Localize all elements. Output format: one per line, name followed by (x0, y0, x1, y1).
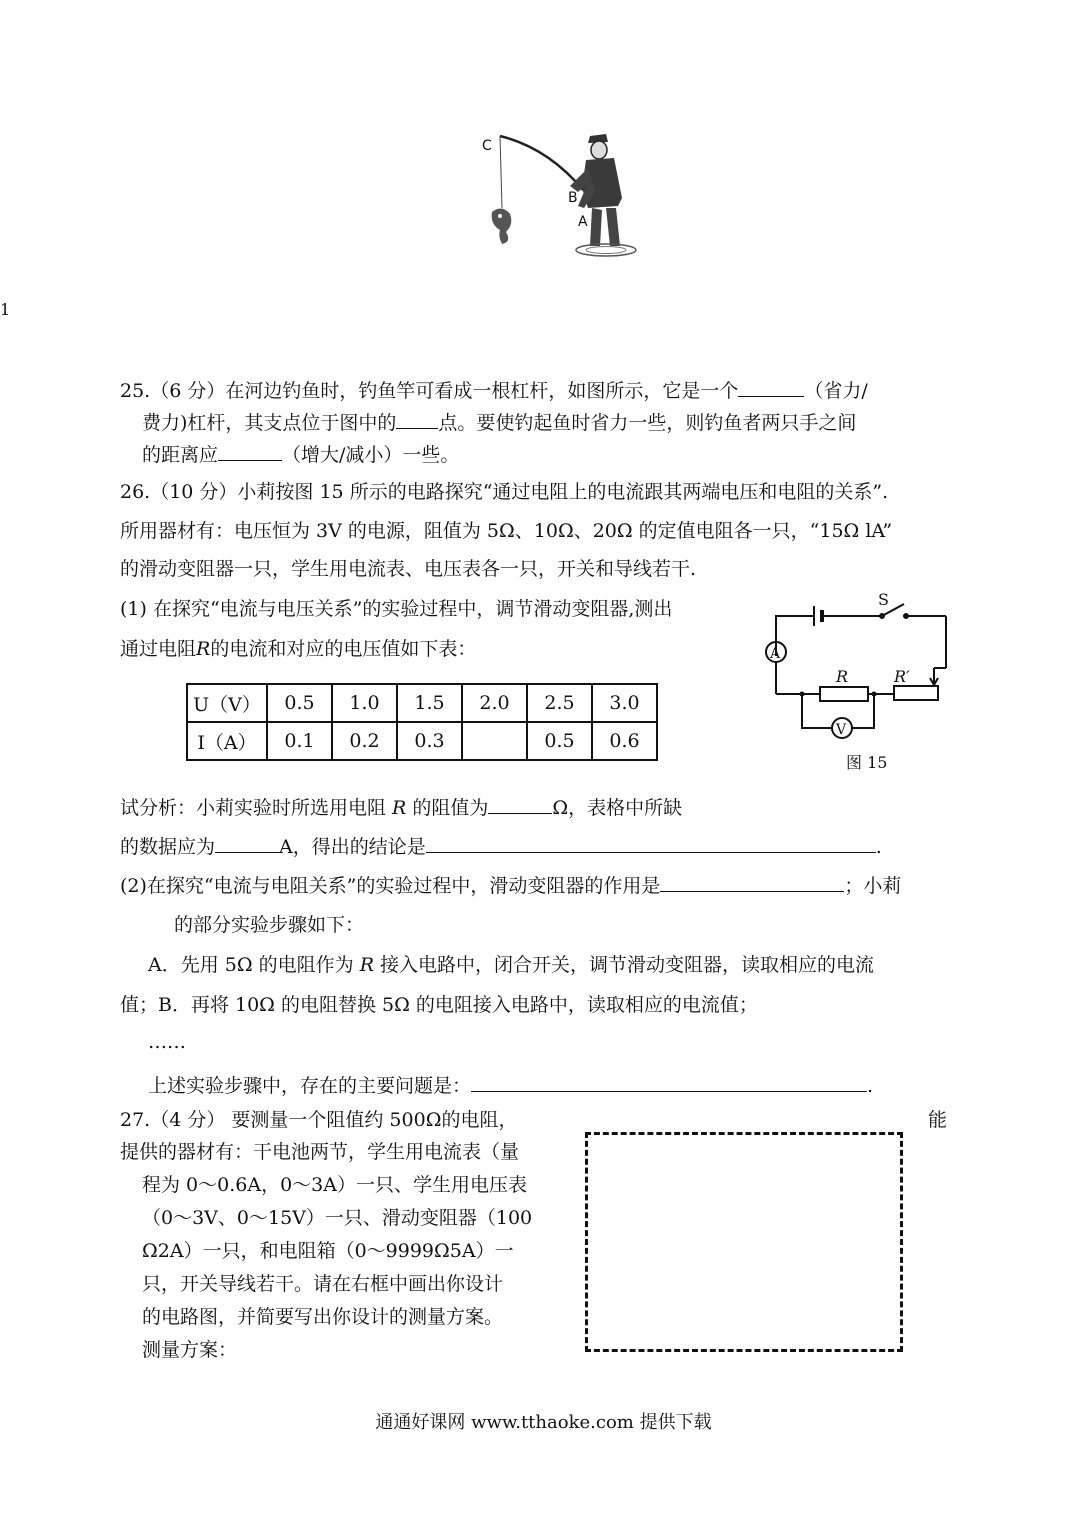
q25-text-2a: 费力)杠杆，其支点位于图中的 (142, 412, 397, 434)
q26-p2-text-a: (2)在探究“电流与电阻关系”的实验过程中，滑动变阻器的作用是 (120, 875, 661, 897)
u-cell: 2.0 (462, 684, 527, 722)
i-cell: 0.6 (592, 722, 657, 760)
i-cell-missing[interactable] (462, 722, 527, 760)
q26-analysis-text-b: 的阻值为 (406, 797, 489, 819)
q27-line6: 只，开关导线若干。请在右框中画出你设计 (142, 1273, 504, 1295)
label-a: A (578, 214, 588, 230)
problem-blank[interactable] (471, 1073, 867, 1092)
switch-label: S (878, 590, 889, 609)
q26-part1-line2 (120, 637, 476, 661)
circuit-diagram (762, 588, 962, 778)
q25-line1 (120, 378, 868, 403)
q26-line1: 26.（10 分）小莉按图 15 所示的电路探究“通过电阻上的电流跟其两端电压和电阻的关系”. (120, 481, 889, 503)
q26-step-a-text-1: A．先用 5Ω 的电阻作为 (148, 954, 360, 976)
i-cell: 0.3 (397, 722, 462, 760)
q26-part1-line1: (1) 在探究“电流与电压关系”的实验过程中，调节滑动变阻器,测出 (120, 598, 673, 620)
q26-analysis2-text-b: A，得出的结论是 (279, 836, 426, 858)
circuit-drawing-box[interactable] (585, 1132, 903, 1352)
q27-line1: 27.（4 分） 要测量一个阻值约 500Ω的电阻， (120, 1109, 518, 1131)
resistance-blank[interactable] (488, 795, 552, 814)
q25-text-2b: 点。要使钓起鱼时省力一些，则钓鱼者两只手之间 (438, 412, 857, 434)
q26-p2-text-b: ；小莉 (844, 875, 902, 897)
q26-part2-line2: 的部分实验步骤如下： (174, 914, 365, 936)
q26-p1-text-b: 的电流和对应的电压值如下表： (210, 638, 477, 660)
label-c: C (482, 138, 492, 154)
resistor-label: R (836, 667, 849, 686)
q26-step-a-var: R (359, 954, 374, 976)
table-row-i (187, 722, 657, 760)
q26-line3: 的滑动变阻器一只，学生用电流表、电压表各一只，开关和导线若干. (120, 558, 697, 580)
u-cell: 2.5 (527, 684, 592, 722)
q27-line2: 提供的器材有：干电池两节，学生用电流表（量 (120, 1141, 520, 1163)
q26-problem-line (148, 1073, 873, 1098)
q25-blank-2[interactable] (396, 410, 438, 429)
page-number-left: 1 (0, 300, 11, 319)
q27-line1-right: 能 (928, 1109, 948, 1131)
q25-line3 (142, 442, 459, 467)
figure-caption: 图 15 (846, 753, 888, 772)
q27-line4: （0～3V、0～15V）一只、滑动变阻器（100 (142, 1207, 533, 1229)
page-footer: 通通好课网 www.tthaoke.com 提供下载 (375, 1412, 712, 1433)
q25-text-1a: 25.（6 分）在河边钓鱼时，钓鱼竿可看成一根杠杆，如图所示，它是一个 (120, 380, 739, 402)
u-cell: 0.5 (267, 684, 332, 722)
voltmeter-label: V (836, 722, 847, 738)
q25-blank-3[interactable] (218, 442, 282, 461)
q26-step-a-text-2: 接入电路中，闭合开关，调节滑动变阻器，读取相应的电流 (374, 954, 875, 976)
q26-analysis-text-c: Ω，表格中所缺 (552, 797, 683, 819)
q26-analysis-var-r: R (392, 797, 407, 819)
voltage-current-table (186, 683, 658, 761)
q27-line7: 的电路图，并简要写出你设计的测量方案。 (142, 1306, 504, 1328)
q26-p1-text-a: 通过电阻 (120, 638, 197, 660)
q26-part2-line1 (120, 873, 901, 898)
i-cell: 0.1 (267, 722, 332, 760)
q26-line2: 所用器材有：电压恒为 3V 的电源，阻值为 5Ω、10Ω、20Ω 的定值电阻各一只，“15Ω lA” (120, 520, 893, 542)
q26-analysis-line2 (120, 834, 882, 859)
q25-text-3b: （增大/减小）一些。 (282, 444, 460, 466)
missing-current-blank[interactable] (215, 834, 279, 853)
u-cell: 1.0 (332, 684, 397, 722)
q26-problem-text: 上述实验步骤中，存在的主要问题是： (148, 1075, 472, 1097)
ammeter-label: A (770, 646, 781, 662)
q26-problem-end: . (867, 1075, 874, 1097)
q26-step-b: 值；B．再将 10Ω 的电阻替换 5Ω 的电阻接入电路中，读取相应的电流值； (120, 994, 758, 1016)
q25-text-1b: （省力/ (804, 380, 868, 402)
row-label-i: I（A） (187, 722, 267, 760)
i-cell: 0.5 (527, 722, 592, 760)
q27-line3: 程为 0～0.6A，0～3A）一只、学生用电压表 (142, 1174, 527, 1196)
fishing-figure (478, 128, 638, 263)
q25-text-3a: 的距离应 (142, 444, 219, 466)
q26-analysis-text-a: 试分析：小莉实验时所选用电阻 (120, 797, 393, 819)
q26-ellipsis: …… (148, 1031, 186, 1053)
q25-line2 (142, 410, 856, 435)
q26-step-a (148, 953, 874, 977)
u-cell: 3.0 (592, 684, 657, 722)
u-cell: 1.5 (397, 684, 462, 722)
i-cell: 0.2 (332, 722, 397, 760)
rheostat-role-blank[interactable] (660, 873, 844, 892)
table-row-u (187, 684, 657, 722)
conclusion-blank[interactable] (426, 834, 876, 853)
q27-line8: 测量方案： (142, 1339, 238, 1361)
q26-analysis2-end: . (875, 836, 882, 858)
label-b: B (568, 190, 578, 206)
row-label-u: U（V） (187, 684, 267, 722)
q26-p1-var-r: R (196, 638, 211, 660)
rheostat-label: R′ (894, 667, 910, 686)
q26-analysis-line1 (120, 795, 682, 820)
q27-line5: Ω2A）一只，和电阻箱（0～9999Ω5A）一 (142, 1240, 514, 1262)
q25-blank-1[interactable] (738, 378, 804, 397)
q26-analysis2-text-a: 的数据应为 (120, 836, 216, 858)
